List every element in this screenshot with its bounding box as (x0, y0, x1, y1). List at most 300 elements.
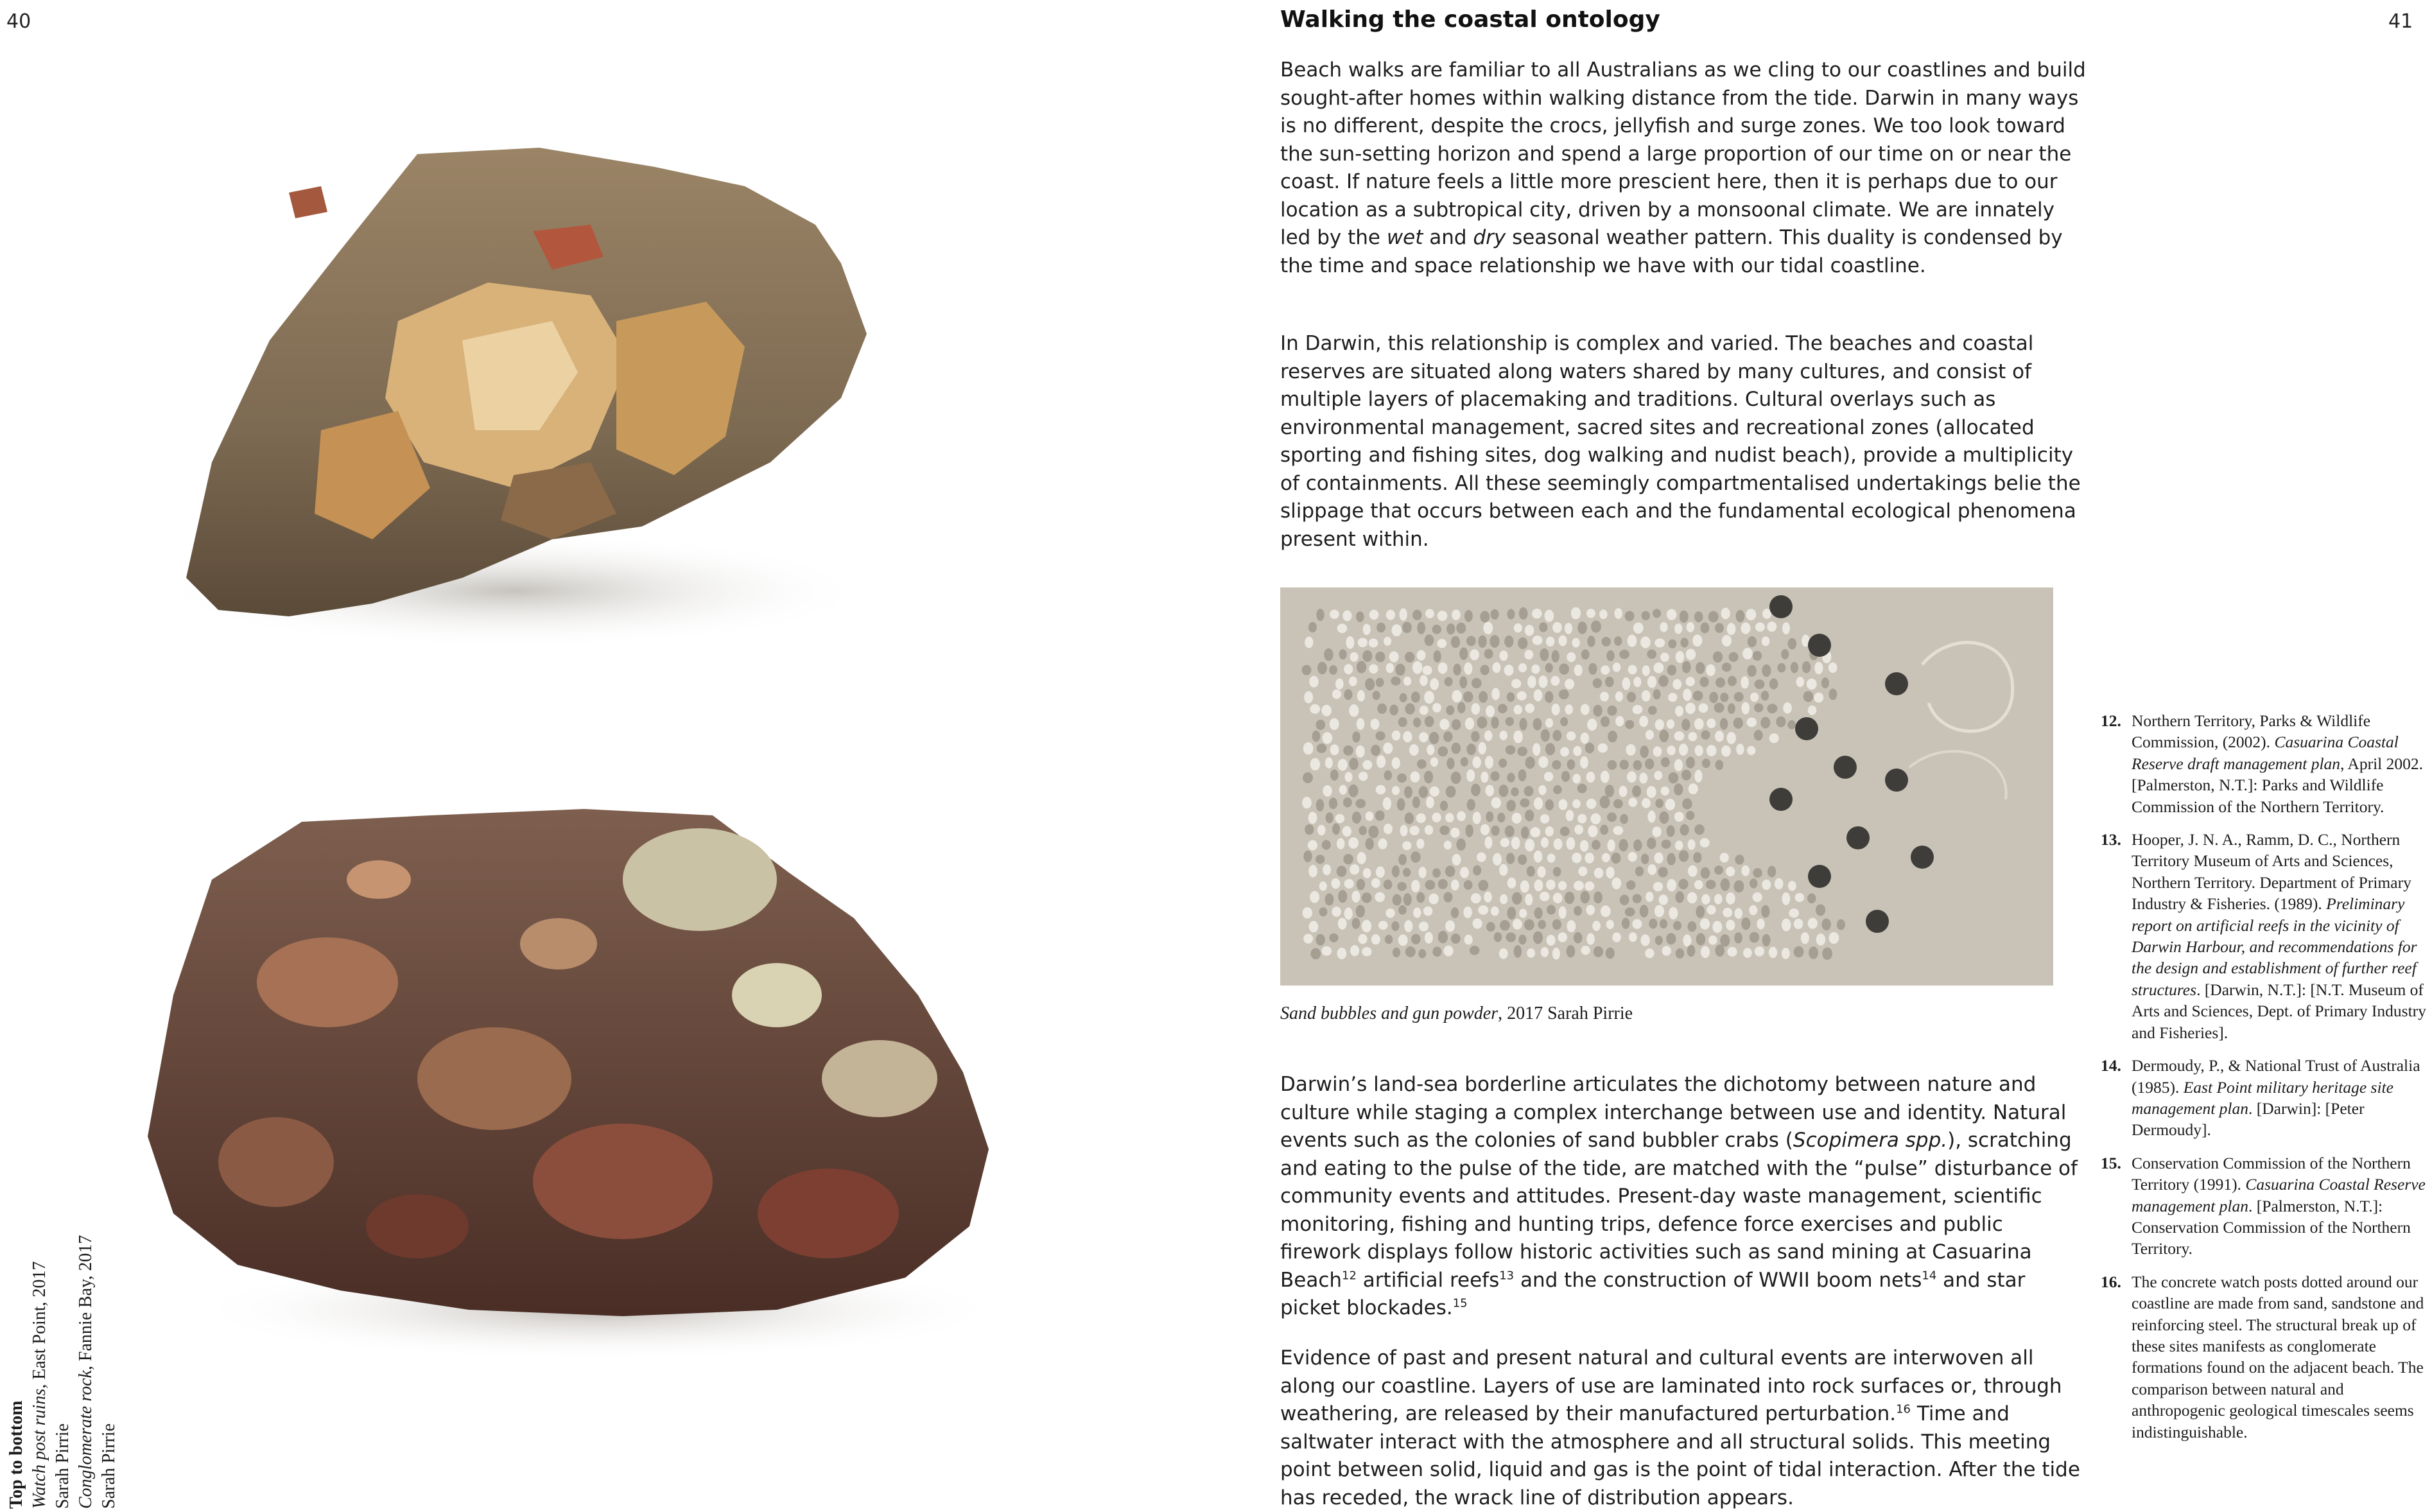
sand-bubble (1303, 742, 1314, 754)
sand-bubble (1746, 718, 1757, 727)
sand-bubble (1412, 661, 1423, 674)
sand-bubble (1581, 891, 1590, 903)
sand-bubble (1357, 690, 1365, 702)
sand-bubble (1343, 797, 1352, 808)
sand-bubble (1706, 665, 1715, 676)
sand-bubble (1384, 824, 1393, 834)
sand-bubble (1525, 704, 1534, 713)
sand-bubble (1558, 932, 1567, 943)
sand-bubble (1331, 878, 1340, 889)
sand-bubble (1429, 732, 1439, 744)
sand-bubble (1350, 945, 1359, 956)
sand-bubble (1352, 918, 1360, 930)
sand-bubble (1675, 840, 1683, 850)
sand-bubble (1491, 609, 1499, 620)
sand-bubble (1560, 826, 1570, 836)
sand-bubble (1506, 745, 1516, 755)
sand-bubble (1754, 703, 1764, 712)
sand-bubble (1375, 652, 1385, 663)
sand-bubble (1781, 649, 1789, 659)
sand-bubble (1463, 907, 1472, 918)
sand-bubble (1405, 703, 1415, 715)
sand-bubble (1614, 636, 1622, 646)
sand-bubble (1452, 609, 1461, 620)
sand-bubble (1325, 758, 1333, 769)
footnote-ref-15[interactable]: 15 (1452, 1296, 1468, 1310)
sand-bubble (1629, 932, 1637, 942)
sand-bubble (1317, 743, 1327, 753)
sand-bubble (1376, 678, 1384, 687)
sand-bubble (1317, 662, 1327, 675)
sand-bubble (1484, 731, 1493, 742)
sand-bubble (1461, 757, 1468, 767)
sand-bubble (1641, 853, 1649, 864)
sand-bubble (1527, 948, 1535, 958)
sand-bubble (1506, 717, 1514, 726)
sand-bubble (1533, 931, 1543, 944)
sand-bubble (1517, 747, 1527, 756)
sand-bubble (1720, 693, 1728, 702)
sand-bubble (1329, 934, 1338, 943)
sand-bubble (1587, 718, 1597, 731)
sand-bubble (1580, 756, 1588, 769)
sand-bubble (1432, 868, 1441, 878)
sand-bubble (1359, 826, 1366, 835)
sand-bubble (1544, 772, 1554, 781)
sand-bubble (1357, 879, 1365, 891)
sand-bubble (1545, 799, 1554, 810)
sand-bubble (1323, 785, 1332, 797)
sand-bubble (1668, 639, 1676, 648)
sand-bubble (1339, 785, 1347, 795)
sand-bubble (1545, 663, 1553, 673)
sand-bubble (1507, 773, 1515, 783)
sand-bubble (1505, 826, 1515, 837)
sand-bubble (1814, 662, 1823, 674)
footnote-text: Hooper, J. N. A., Ramm, D. C., Northern Territory Museum of Arts and Sciences, Northern Territory. Department of Primary Industry & Fisheries. (1989). (2132, 830, 2411, 914)
sand-bubble (1715, 760, 1724, 770)
sand-bubble (1828, 688, 1837, 700)
sand-bubble (1678, 879, 1688, 889)
sand-bubble (1565, 704, 1573, 715)
sand-bubble (1688, 865, 1698, 877)
sand-bubble (1696, 933, 1706, 945)
sand-bubble (1577, 784, 1587, 794)
sand-bubble (1694, 824, 1705, 835)
sand-bubble (1683, 934, 1691, 946)
sand-bubble (1750, 693, 1759, 702)
caption-item-2-author: Sarah Pirrie (99, 1423, 119, 1509)
sand-bubble (1546, 880, 1556, 890)
sand-bubble (1683, 689, 1692, 701)
sand-bubble (1445, 865, 1455, 877)
sand-bubble (1755, 946, 1764, 957)
sand-bubble (1365, 678, 1375, 690)
sand-bubble (1471, 783, 1481, 796)
sand-bubble (1486, 706, 1495, 717)
sand-bubble (1316, 609, 1324, 621)
sand-bubble (1302, 665, 1312, 675)
sand-bubble (1342, 826, 1351, 837)
sand-bubble (1357, 852, 1366, 864)
sand-bubble (1473, 865, 1481, 876)
sand-bubble (1628, 798, 1637, 807)
sand-bubble (1392, 786, 1400, 795)
sand-bubble (1464, 880, 1473, 890)
sand-bubble (1470, 649, 1479, 660)
sand-bubble (1580, 840, 1588, 852)
sand-bubble (1682, 661, 1691, 673)
sand-bubble (1417, 760, 1427, 769)
sand-bubble (1581, 649, 1590, 659)
sand-bubble (1483, 621, 1493, 634)
sand-bubble (1477, 853, 1486, 862)
sand-bubble (1567, 760, 1576, 770)
footnote-text-end: , April 2002. [Palmerston, N.T.]: Parks and Wildlife Commission of the Northern Territory. (2132, 754, 2423, 816)
sand-bubble (1747, 746, 1755, 755)
footnote-ref-13[interactable]: 13 (1499, 1269, 1515, 1283)
sand-bubble (1310, 704, 1320, 714)
footnote-ref-14[interactable]: 14 (1922, 1269, 1937, 1283)
sand-bubble (1694, 611, 1703, 622)
sand-bubble (1539, 675, 1548, 688)
sand-bubble (1425, 716, 1434, 727)
sand-bubble (1611, 853, 1621, 864)
sand-bubble (1377, 755, 1385, 768)
sand-bubble (1600, 691, 1609, 701)
sand-bubble (1404, 920, 1412, 932)
sand-bubble (1655, 935, 1663, 945)
sand-bubble (1486, 922, 1495, 932)
sand-bubble (1332, 690, 1341, 699)
sand-bubble (1310, 758, 1320, 770)
sand-bubble (1587, 636, 1595, 647)
sand-bubble (1726, 867, 1735, 876)
sand-bubble (1753, 651, 1762, 661)
sand-bubble (1456, 623, 1466, 634)
sand-bubble (1558, 635, 1567, 646)
sand-bubble (1369, 638, 1378, 647)
footnote-12 (2101, 710, 2428, 817)
sand-bubble (1513, 919, 1522, 930)
sand-bubble (1601, 770, 1610, 783)
sand-bubble (1782, 919, 1791, 932)
sand-bubble (1594, 891, 1603, 903)
sand-bubble (1574, 906, 1582, 916)
sand-bubble (1484, 649, 1493, 659)
sand-bubble (1538, 756, 1548, 768)
crab-shape (1834, 756, 1857, 779)
sand-bubble (1701, 622, 1710, 633)
sand-bubble (1417, 650, 1426, 660)
sand-bubble (1769, 679, 1778, 690)
sand-bubble (1814, 693, 1823, 703)
caption-item-2-details: , Fannie Bay, 2017 (76, 1235, 96, 1371)
sand-bubble (1416, 813, 1426, 823)
sand-bubble (1409, 826, 1419, 835)
sand-bubble (1652, 826, 1661, 837)
sand-bubble (1459, 676, 1467, 688)
sand-bubble (1696, 905, 1705, 918)
sand-bubble (1734, 880, 1744, 892)
sand-bubble (1438, 746, 1448, 756)
sand-bubble (1413, 907, 1421, 917)
sand-bubble (1581, 946, 1590, 955)
sand-bubble (1600, 825, 1608, 835)
sand-bubble (1633, 894, 1642, 903)
paragraph-1-text-c: seasonal weather pattern. This duality is condensed by the time and space relationship we have with our tidal coastline. (1280, 226, 2063, 277)
sand-bubble (1430, 678, 1439, 690)
sand-bubble (1686, 811, 1694, 821)
sand-bubble (1403, 677, 1411, 686)
sand-bubble (1375, 892, 1385, 903)
sand-bubble (1545, 610, 1554, 622)
footnote-number: 14. (2101, 1056, 2121, 1075)
sand-bubble (1373, 691, 1380, 700)
sand-bubble (1601, 717, 1610, 727)
sand-bubble (1676, 651, 1685, 663)
sand-bubble (1702, 759, 1710, 768)
sand-bubble (1747, 665, 1756, 677)
sand-bubble (1507, 609, 1515, 620)
caption-item-1 (28, 1149, 51, 1509)
sand-bubble (1329, 797, 1337, 809)
crab-shape (1808, 634, 1831, 657)
sand-bubble (1451, 907, 1459, 918)
sand-bubble (1424, 770, 1433, 783)
sand-bubble (1769, 733, 1779, 743)
sand-bubble (1701, 867, 1710, 879)
sand-bubble (1795, 893, 1805, 902)
sand-bubble (1400, 825, 1408, 837)
sand-bubble (1437, 639, 1446, 648)
sand-bubble (1330, 744, 1339, 755)
sand-bubble (1404, 786, 1412, 798)
sand-bubble (1308, 865, 1317, 877)
sand-bubble (1769, 947, 1777, 959)
sand-bubble (1601, 905, 1611, 917)
sand-bubble (1425, 634, 1434, 646)
sand-bubble (1552, 704, 1560, 715)
sand-bubble (1485, 756, 1493, 769)
sand-bubble (1352, 731, 1360, 742)
sand-bubble (1443, 892, 1452, 902)
sand-bubble (1419, 732, 1428, 742)
sand-bubble (1316, 799, 1325, 812)
sand-bubble (1753, 868, 1762, 878)
sand-bubble (1338, 918, 1347, 930)
sand-bubble (1606, 920, 1614, 929)
sand-bubble (1642, 665, 1650, 676)
sand-bubble (1545, 718, 1553, 728)
sand-bubble (1625, 720, 1634, 729)
sand-bubble (1375, 810, 1385, 821)
sand-bubble (1674, 731, 1685, 741)
sand-bubble (1525, 625, 1534, 636)
sand-bubble (1393, 948, 1400, 957)
sand-bubble (1647, 864, 1656, 875)
sand-bubble (1633, 622, 1644, 634)
footnote-text: Conservation Commission of the Northern Territory (1991). (2132, 1153, 2411, 1194)
sand-bubble (1312, 731, 1321, 742)
sand-bubble (1585, 743, 1595, 754)
sand-bubble (1349, 677, 1357, 686)
sand-bubble (1655, 853, 1663, 864)
sand-bubble (1816, 904, 1825, 916)
sand-bubble (1477, 717, 1488, 729)
sand-bubble (1358, 638, 1368, 648)
sand-bubble (1411, 880, 1420, 892)
sand-bubble (1801, 932, 1809, 944)
sand-bubble (1520, 718, 1527, 731)
sand-bubble (1620, 760, 1629, 770)
sand-bubble (1707, 745, 1717, 756)
sand-bubble (1700, 838, 1710, 847)
sand-bubble (1809, 946, 1818, 959)
sand-bubble (1748, 636, 1757, 647)
sand-bubble (1452, 854, 1461, 865)
sand-bubble (1466, 636, 1476, 646)
sand-bubble (1337, 865, 1346, 876)
sand-bubble (1451, 772, 1461, 784)
sand-bubble (1500, 920, 1510, 931)
sand-bubble (1464, 610, 1473, 622)
sand-bubble (1521, 826, 1529, 839)
sand-bubble (1572, 853, 1581, 863)
sand-bubble (1561, 771, 1570, 782)
sand-bubble (1420, 675, 1428, 686)
sand-bubble (1680, 824, 1689, 836)
sand-bubble (1352, 812, 1361, 824)
sand-bubble (1715, 944, 1724, 957)
sand-bubble (1620, 895, 1629, 905)
sand-bubble (1525, 756, 1535, 769)
sand-bubble (1519, 607, 1528, 620)
sand-bubble (1457, 702, 1465, 713)
sand-bubble (1552, 948, 1560, 960)
crab-shape (1769, 595, 1793, 618)
sand-bubble (1499, 948, 1508, 959)
sand-bubble (1660, 919, 1667, 929)
species-name: Scopimera spp. (1793, 1129, 1948, 1152)
sand-bubble (1514, 945, 1522, 958)
sand-bubble (1567, 731, 1576, 740)
sand-bubble (1791, 662, 1798, 673)
sand-bubble (1498, 758, 1507, 767)
sand-bubble (1472, 756, 1481, 769)
sand-bubble (1541, 947, 1549, 957)
sand-bubble (1533, 718, 1542, 730)
sand-bubble (1761, 905, 1769, 918)
footnote-15 (2101, 1152, 2428, 1260)
sand-bubble (1392, 757, 1400, 769)
sand-bubble (1348, 837, 1359, 849)
sand-bubble (1653, 747, 1662, 757)
crab-shape (1885, 769, 1908, 792)
sand-bubble (1420, 706, 1429, 715)
sand-bubble (1362, 920, 1371, 932)
sand-bubble (1687, 921, 1696, 932)
sand-bubble (1451, 743, 1461, 754)
sand-bubble (1337, 948, 1346, 959)
sand-bubble (1369, 664, 1378, 673)
sand-bubble (1642, 611, 1650, 620)
sand-bubble (1518, 769, 1527, 781)
sand-bubble (1434, 650, 1441, 663)
sand-bubble (1424, 691, 1434, 704)
sand-bubble (1534, 690, 1543, 702)
sand-bubble (1485, 785, 1494, 796)
sand-bubble (1680, 611, 1689, 623)
sand-bubble (1599, 795, 1610, 808)
footnote-number: 13. (2101, 830, 2121, 849)
sand-bubble (1411, 772, 1420, 783)
sand-bubble (1605, 785, 1614, 797)
sand-bubble (1659, 812, 1669, 824)
photo-caption (5, 1149, 121, 1509)
sand-bubble (1615, 608, 1622, 619)
sand-bubble (1389, 704, 1398, 715)
sand-bubble (1761, 691, 1769, 700)
sand-bubble (1310, 891, 1319, 903)
sand-bubble (1439, 719, 1449, 730)
sand-bubble (1371, 718, 1380, 729)
sand-bubble (1667, 825, 1675, 837)
sand-bubble (1471, 703, 1480, 715)
sand-bubble (1386, 610, 1395, 620)
paragraph-2: In Darwin, this relationship is complex and varied. The beaches and coastal reserves are situated along waters shared by many cultures, and consist of multiple layers of placemaking and traditions. Cultural overlays such as environmental management, sacred sites and recreational zones (allocated sporting and fishing sites, dog walking and nudist beach), provide a multiplicity of containments. All these seemingly compartmentalised undertakings belie the slippage that occurs between each and the fundamental ecological phenomena present within. (1280, 332, 2081, 551)
sand-bubble (1762, 934, 1771, 946)
sand-bubble (1601, 665, 1610, 674)
sand-bubble (1525, 810, 1534, 821)
sand-bubble (1626, 880, 1635, 890)
sand-bubble (1481, 824, 1490, 835)
sand-bubble (1746, 609, 1756, 620)
sand-bubble (1675, 891, 1684, 903)
footnote-text: Dermoudy, P., & National Trust of Australia (1985). (2132, 1056, 2420, 1097)
sand-bubble (1607, 839, 1615, 851)
sand-bubble (1393, 894, 1402, 906)
sand-bubble (1808, 918, 1818, 929)
sand-bubble (1363, 868, 1371, 878)
sand-bubble (1466, 743, 1476, 755)
sand-bubble (1344, 907, 1353, 919)
sand-bubble (1329, 665, 1337, 675)
sand-bubble (1376, 785, 1385, 795)
sand-bubble (1665, 799, 1675, 810)
sand-bubble (1640, 745, 1648, 758)
sand-bubble (1391, 624, 1402, 636)
sand-bubble (1754, 730, 1763, 741)
sand-bubble (1525, 894, 1533, 906)
sand-bubble (1606, 650, 1615, 661)
footnote-ref-12[interactable]: 12 (1342, 1269, 1357, 1283)
sand-bubble (1369, 610, 1379, 620)
footnote-ref-16[interactable]: 16 (1896, 1402, 1911, 1416)
sand-bubble (1606, 948, 1615, 959)
sand-bubble (1821, 677, 1829, 688)
sand-bubble (1494, 932, 1502, 943)
footnote-14 (2101, 1055, 2428, 1141)
sand-bubble (1524, 786, 1533, 796)
sand-bubble (1586, 772, 1595, 783)
sand-bubble (1553, 785, 1562, 794)
sand-bubble (1645, 758, 1655, 769)
sand-bubble (1413, 718, 1421, 727)
sand-bubble (1714, 894, 1723, 904)
sand-bubble (1309, 676, 1318, 688)
sand-bubble (1693, 691, 1703, 701)
